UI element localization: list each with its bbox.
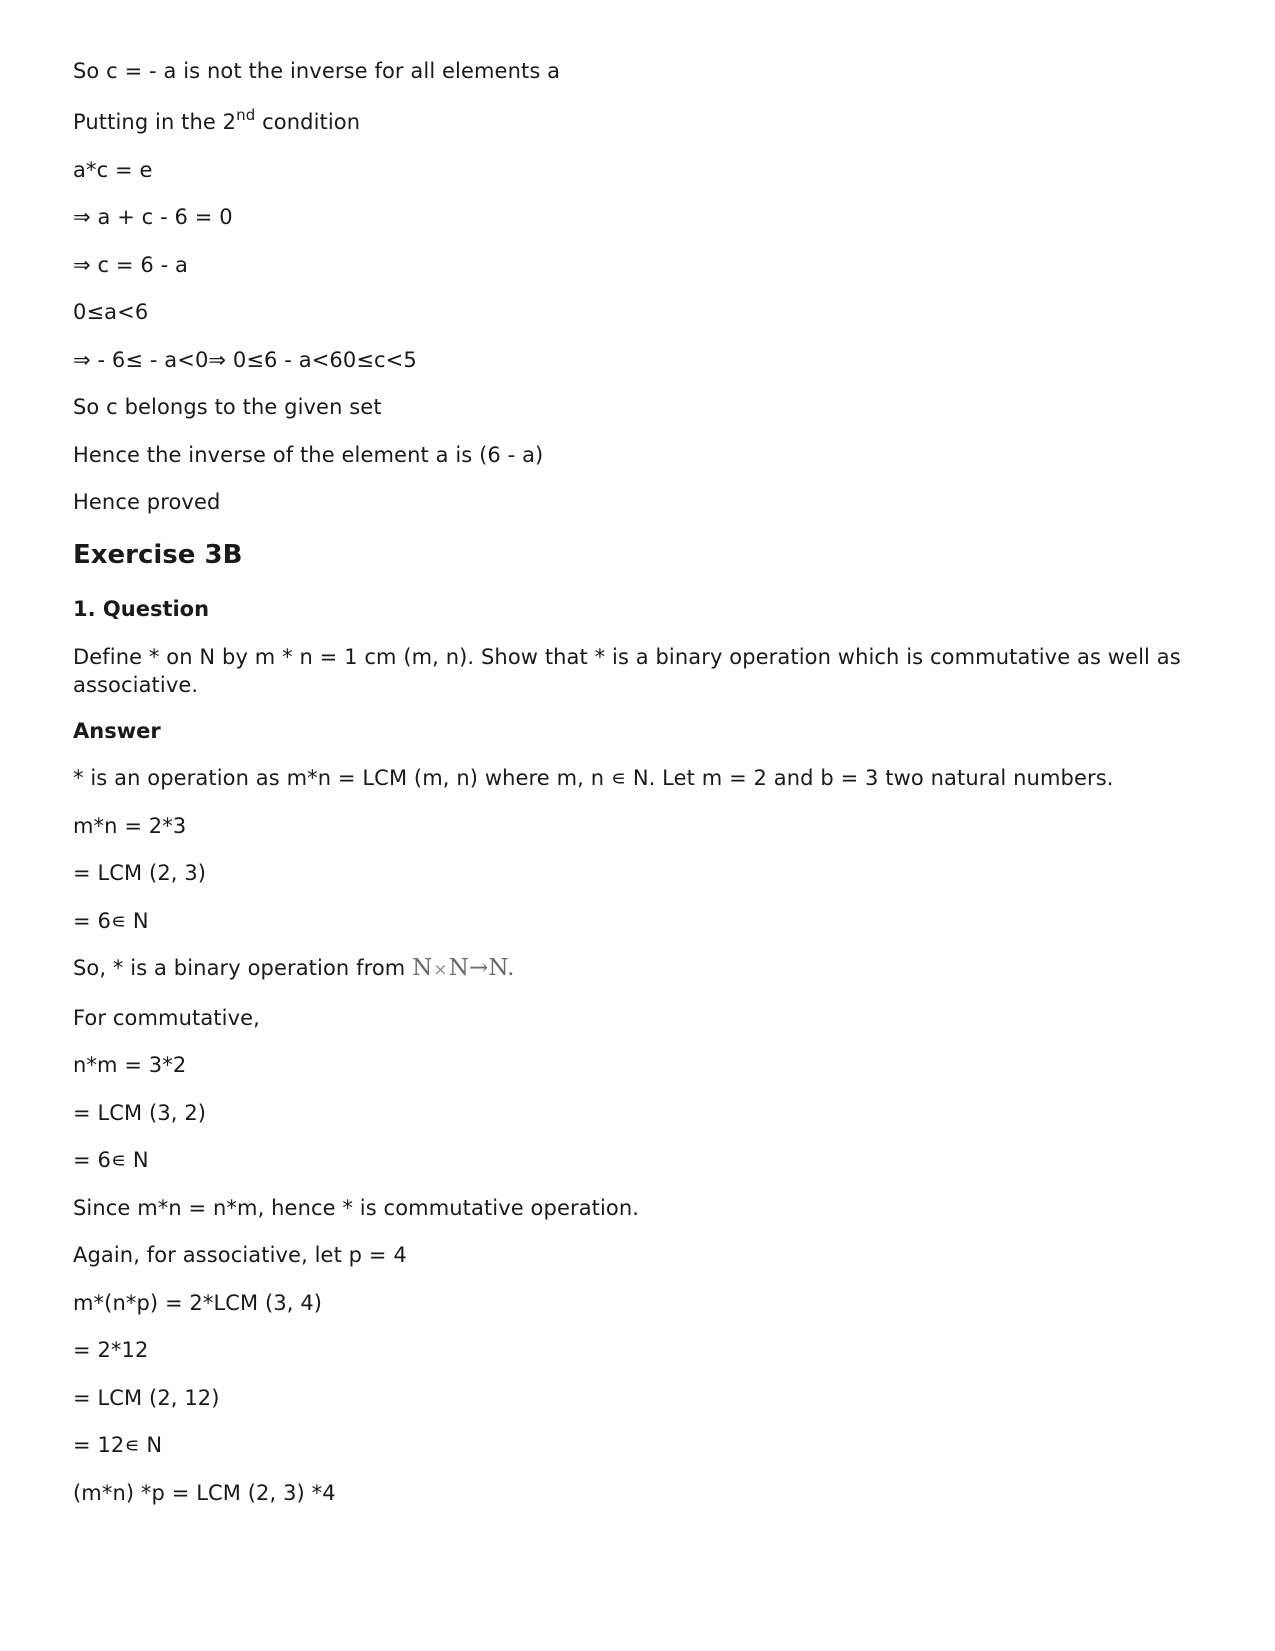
answer-line: Since m*n = n*m, hence * is commutative operation. [73,1196,640,1220]
equation-line: ⇒ a + c - 6 = 0 [73,205,233,229]
text-fragment: condition [255,110,361,134]
equation-line: a*c = e [73,158,153,182]
arrow-symbol: → [468,955,489,981]
math-symbol: N [412,955,433,981]
text-line: Hence proved [73,490,221,514]
answer-line-with-math [73,954,515,984]
text-line: Hence the inverse of the element a is (6 - a) [73,443,544,467]
equation-line: = 6∊ N [73,1148,149,1172]
times-symbol: × [433,960,448,980]
superscript: nd [236,106,256,124]
equation-line: m*(n*p) = 2*LCM (3, 4) [73,1291,323,1315]
equation-line: (m*n) *p = LCM (2, 3) *4 [73,1481,336,1505]
equation-line: = 2*12 [73,1338,149,1362]
text-line: So c = - a is not the inverse for all elements a [73,59,561,83]
answer-line: Again, for associative, let p = 4 [73,1243,407,1267]
period: . [507,955,515,981]
math-expression [412,955,514,981]
answer-line: For commutative, [73,1006,260,1030]
answer-line: * is an operation as m*n = LCM (m, n) where m, n ∊ N. Let m = 2 and b = 3 two natural numbers. [73,766,1114,790]
math-symbol: N [488,955,508,981]
question-heading: 1. Question [73,597,210,621]
equation-line: ⇒ - 6≤ - a<0⇒ 0≤6 - a<60≤c<5 [73,348,417,372]
text-fragment: So, * is a binary operation from [73,956,413,980]
answer-heading: Answer [73,719,161,743]
equation-line: ⇒ c = 6 - a [73,253,189,277]
equation-line: = 12∊ N [73,1433,163,1457]
text-fragment: Putting in the 2 [73,110,237,134]
equation-line: = LCM (2, 3) [73,861,207,885]
equation-line: m*n = 2*3 [73,814,187,838]
equation-line: n*m = 3*2 [73,1053,187,1077]
equation-line: = 6∊ N [73,909,149,933]
text-line: So c belongs to the given set [73,395,382,419]
math-symbol: N [448,955,469,981]
equation-line: = LCM (2, 12) [73,1386,220,1410]
equation-line: 0≤a<6 [73,300,149,324]
exercise-heading: Exercise 3B [73,540,243,570]
text-line-with-superscript [73,108,360,136]
question-text: Define * on N by m * n = 1 cm (m, n). Show that * is a binary operation which is commutative as well as associative. [73,645,1181,697]
equation-line: = LCM (3, 2) [73,1101,207,1125]
